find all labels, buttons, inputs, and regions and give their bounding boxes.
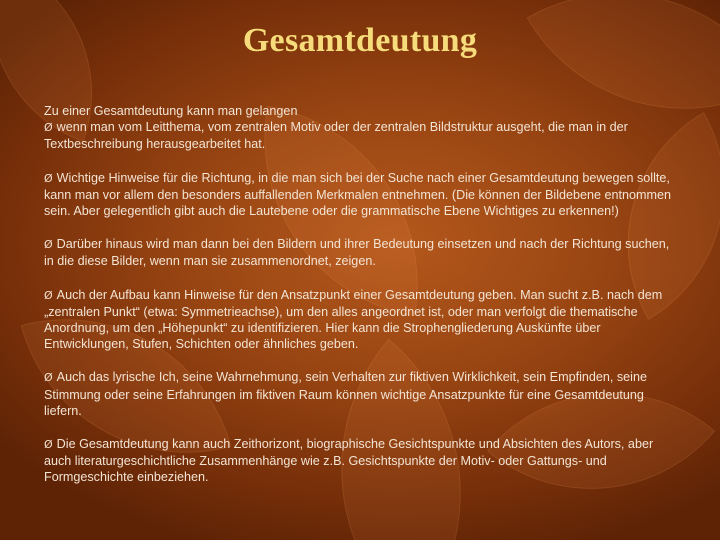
bullet-text: wenn man vom Leitthema, vom zentralen Motiv oder der zentralen Bildstruktur ausgeht, die man in der Textbeschreibung herausgearbeitet hat. bbox=[44, 120, 628, 152]
arrow-bullet-icon: Ø bbox=[44, 238, 53, 252]
arrow-bullet-icon: Ø bbox=[44, 371, 53, 385]
slide-body bbox=[44, 103, 676, 503]
arrow-bullet-icon: Ø bbox=[44, 438, 53, 452]
bullet-text: Auch das lyrische Ich, seine Wahrnehmung, sein Verhalten zur fiktiven Wirklichkeit, sein Empfinden, seine Stimmung oder seine Erfahrungen im fiktiven Raum können wichtige Ansatzpunkte für eine Gesamtdeutung liefern. bbox=[44, 370, 647, 418]
bullet-paragraph bbox=[44, 119, 676, 152]
bullet-paragraph bbox=[44, 287, 676, 353]
bullet-text: Die Gesamtdeutung kann auch Zeithorizont, biographische Gesichtspunkte und Absichten des Autors, aber auch literaturgeschichtliche Zusammenhänge wie z.B. Gesichtspunkte der Motiv- oder Gattungs- und Formgeschichte einbeziehen. bbox=[44, 437, 654, 485]
bullet-paragraph bbox=[44, 170, 676, 220]
arrow-bullet-icon: Ø bbox=[44, 121, 53, 135]
intro-text: Zu einer Gesamtdeutung kann man gelangen bbox=[44, 104, 298, 118]
bullet-text: Darüber hinaus wird man dann bei den Bildern und ihrer Bedeutung einsetzen und nach der Richtung suchen, in die diese Bilder, wenn man sie zusammenordnet, zeigen. bbox=[44, 237, 670, 269]
bullet-paragraph bbox=[44, 436, 676, 486]
arrow-bullet-icon: Ø bbox=[44, 171, 53, 185]
bullet-text: Wichtige Hinweise für die Richtung, in die man sich bei der Suche nach einer Gesamtdeutung bewegen sollte, kann man vor allem den besonders auffallenden Merkmalen entnehmen. (Die können der Bildebene entnommen sein. Aber gelegentlich gibt auch die Lautebene oder die grammatische Ebene Wichtiges zu erkennen!) bbox=[44, 170, 672, 219]
bullet-paragraph bbox=[44, 369, 676, 419]
slide-title: Gesamtdeutung bbox=[242, 22, 478, 59]
bullet-text: Auch der Aufbau kann Hinweise für den Ansatzpunkt einer Gesamtdeutung geben. Man sucht z.B. nach dem „zentralen Punkt“ (etwa: Symmetrieachse), um den alles angeordnet ist, oder man verfolgt die thematische Anordnung, um den „Höhepunkt“ zu identifizieren. Hier kann die Strophengliederung Auskünfte über Entwicklungen, Stufen, Schichten oder ähnliches geben. bbox=[44, 287, 663, 352]
arrow-bullet-icon: Ø bbox=[44, 288, 53, 302]
bullet-paragraph bbox=[44, 236, 676, 269]
